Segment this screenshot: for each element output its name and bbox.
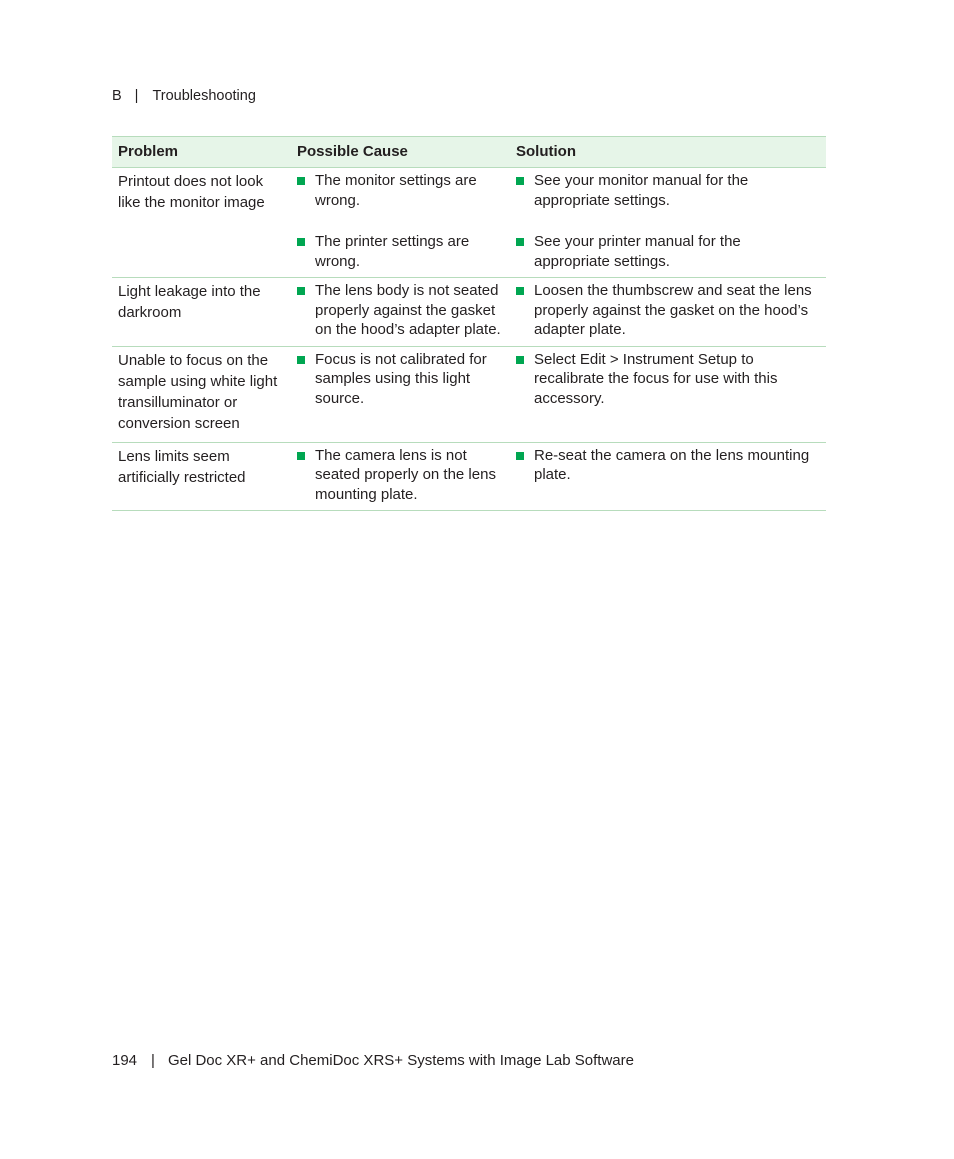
square-bullet-icon (297, 177, 305, 185)
problem-cell: Unable to focus on the sample using white light transilluminator or conversion screen (112, 346, 291, 442)
column-header-problem: Problem (112, 137, 291, 168)
section-title: Troubleshooting (152, 88, 256, 104)
solution-text: Loosen the thumbscrew and seat the lens properly against the gasket on the hood’s adapter plate. (534, 282, 812, 338)
column-header-solution: Solution (510, 137, 826, 168)
chapter-letter: B (112, 88, 122, 104)
table-row (112, 442, 826, 511)
solution-cell (510, 278, 826, 347)
solution-text: See your printer manual for the appropriate settings. (534, 233, 741, 270)
problem-cell: Light leakage into the darkroom (112, 278, 291, 347)
solution-cell (510, 168, 826, 278)
column-header-possible-cause: Possible Cause (291, 137, 510, 168)
square-bullet-icon (516, 238, 524, 246)
cause-cell (291, 442, 510, 511)
troubleshooting-table (112, 136, 826, 511)
solution-item (516, 347, 820, 415)
table-row (112, 346, 826, 442)
cause-item (297, 443, 504, 511)
table-row (112, 168, 826, 278)
cause-text: The printer settings are wrong. (315, 233, 470, 270)
footer-separator: | (151, 1052, 155, 1069)
cause-cell (291, 346, 510, 442)
square-bullet-icon (516, 177, 524, 185)
square-bullet-icon (516, 452, 524, 460)
running-header (112, 88, 256, 105)
solution-cell (510, 442, 826, 511)
document-title: Gel Doc XR+ and ChemiDoc XRS+ Systems with Image Lab Software (167, 1052, 634, 1069)
table-header-row (112, 137, 826, 168)
cause-text: The monitor settings are wrong. (315, 172, 477, 209)
square-bullet-icon (516, 287, 524, 295)
square-bullet-icon (297, 356, 305, 364)
running-footer (112, 1052, 634, 1070)
solution-cell (510, 346, 826, 442)
problem-cell: Printout does not look like the monitor image (112, 168, 291, 278)
solution-text: Re-seat the camera on the lens mounting plate. (534, 446, 810, 483)
solution-text: Select Edit > Instrument Setup to recalibrate the focus for use with this accessory. (534, 350, 778, 407)
table-row (112, 278, 826, 347)
square-bullet-icon (297, 452, 305, 460)
cause-text: The camera lens is not seated properly on the lens mounting plate. (315, 446, 496, 503)
solution-text: See your monitor manual for the appropriate settings. (534, 172, 749, 209)
cause-item (297, 278, 504, 346)
solution-item (516, 216, 820, 277)
solution-item (516, 278, 820, 346)
square-bullet-icon (297, 287, 305, 295)
square-bullet-icon (516, 356, 524, 364)
problem-cell: Lens limits seem artificially restricted (112, 442, 291, 511)
header-separator: | (134, 88, 139, 104)
solution-item (516, 443, 820, 491)
cause-item (297, 347, 504, 415)
page-number: 194 (112, 1052, 138, 1069)
cause-text: The lens body is not seated properly against the gasket on the hood’s adapter plate. (315, 282, 501, 338)
cause-text: Focus is not calibrated for samples using this light source. (315, 350, 487, 407)
cause-item (297, 216, 504, 277)
square-bullet-icon (297, 238, 305, 246)
cause-item (297, 168, 504, 216)
cause-cell (291, 168, 510, 278)
cause-cell (291, 278, 510, 347)
solution-item (516, 168, 820, 216)
